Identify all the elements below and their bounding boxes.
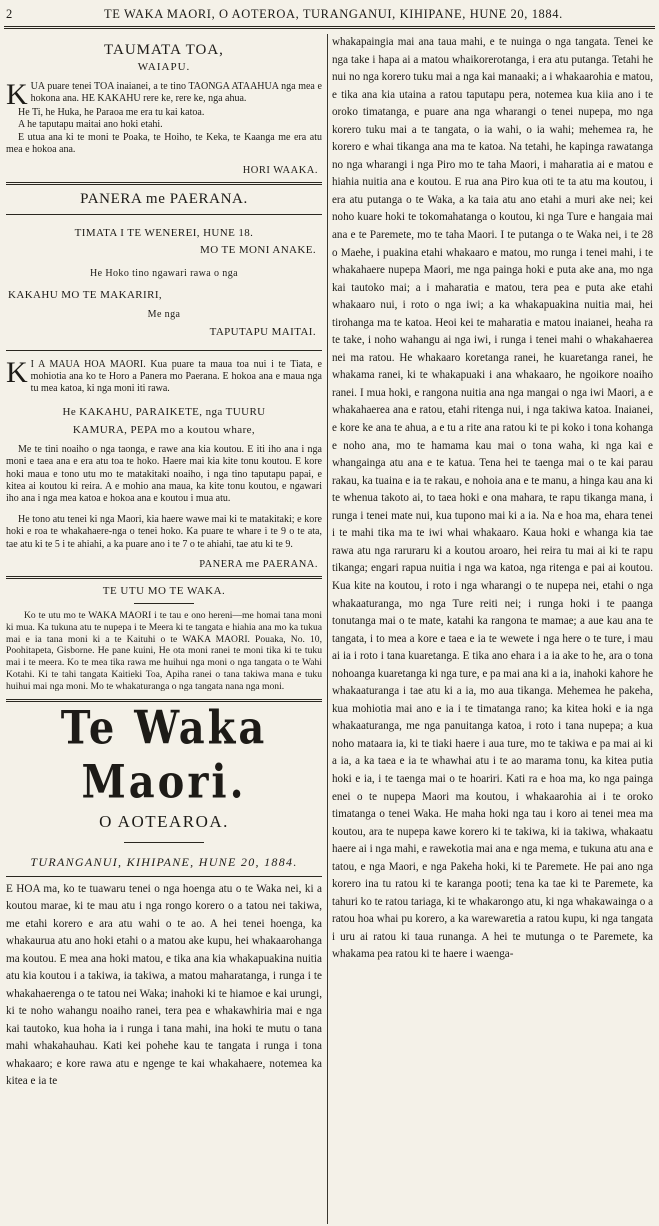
taumata-place: WAIAPU. (137, 61, 191, 73)
hoa-maori-advert (6, 355, 322, 571)
utu-text: Ko te utu mo te WAKA MAORI i te tau e ono hereni—me homai tana moni ki mua. Ka tukuna atu te nupepa i te Meera ki te tangata e hiahia ana mo ka tukua mai e ia tana moni ki a te Kaituhi o te WAKA MAORI. Pouaka, No. 10, Poohitapeta, Gisborne. He pane kuini, He ota moni ranei te moni tika ki te tuku mai i te meera. Ko te mea tika rawa me huihui nga moni o nga tangata o te Wahi Kotahi. Ki te tahi tangata Kaitieki Toa, Apiha ranei o tana takiwa mana e tuku huihui mai nga moni. Mo te whakaturanga o nga tangata nana nga moni. (6, 610, 322, 692)
nameplate-subtitle: O AOTEAROA. (99, 811, 229, 831)
hoa-para-2: Me te tini noaiho o nga taonga, e rawe ana kia koutou. E iti iho ana i nga moni e taea ana e era atu toa te hoko. Haere mai kia kite tonu koutou. E kore hoki maua e tono utu mo te matakitaki noaiho, i nga tino taputapu papai, e kitea ai koutou ki reira. A e mohio ana maua, ka kite tonu koutou, e ngawari iho ana i nga mea katoa e hokoa ana e koutou i mua atu. (6, 443, 322, 505)
left-column (6, 34, 322, 1224)
masthead (6, 3, 653, 25)
panera-cash-only: MO TE MONI ANAKE. (200, 243, 316, 256)
masthead-rule-second (4, 28, 655, 29)
right-column (332, 34, 653, 1224)
hoa-para-1: K I A MAUA HOA MAORI. Kua puare ta maua toa nui i te Tiata, e mohiotia ana ko te Horo a Panera mo Paerana. E hokoa ana e maua nga tu mea katoa, ki nga moni iti rawa. (6, 355, 322, 395)
utu-notice (6, 585, 322, 693)
editorial-left: E HOA ma, ko te tuawaru tenei o nga hoenga atu o te Waka nei, ki a koutou marae, ki te mau atu i nga rongo korero o a tatou nei takiwa, me etahi korero e ara atu wahi o te ao. A hei tenei hoenga, ka whakaurua atu ano hoki etahi o a matou ake kupu, hei whakaarohanga ma koutou. E mea ana hoki matou, e tika ana kia whakapuakina nuitia atu kia koutou i a takiwa, ia takiwa, a matou maharatanga, i runga i te whakahaerenga o te tatou nei Waka; inahoki ki te hiamoe e kai urungi, ki te noho wahangu noaiho ranei, tera pea e whakawhiria mai e nga kai tautoko, kua hoha ia i runga i tana mahi, ina hoki te mutu o tana mahi whakahauhau. Kati kei pohehe kau te tangata i runga i tona whakaaro; e kore rawa atu e ngenge te kai whakahaere, notemea ka kitea e ia te (6, 882, 322, 1088)
masthead-title: TE WAKA MAORI, O AOTEROA, TURANGANUI, KIHIPANE, HUNE 20, 1884. (104, 7, 563, 21)
panera-advert (6, 191, 322, 338)
taumata-line-3: A he taputapu maitai ano hoki etahi. (18, 119, 163, 131)
panera-title: PANERA me PAERANA. (80, 190, 248, 207)
divider (6, 876, 322, 877)
divider (6, 576, 322, 579)
page-number: 2 (6, 7, 13, 21)
divider (6, 350, 322, 351)
taumata-toa-advert (6, 42, 322, 176)
panera-line-3: Me nga (147, 308, 181, 320)
taumata-signature: HORI WAAKA. (242, 164, 318, 176)
panera-line-1: He Hoko tino ngawari rawa o nga (90, 267, 238, 279)
taumata-line-1: KUA puare tenei TOA inaianei, a te tino TAONGA ATAAHUA nga mea e hokona ana. HE KAKAHU rere ke, rere ke, nga ahua. (6, 78, 322, 111)
taumata-line-2: He Ti, he Huka, he Paraoa me era tu kai katoa. (18, 107, 205, 118)
panera-opening: TIMATA I TE WENEREI, HUNE 18. (74, 226, 254, 239)
divider (6, 214, 322, 215)
hoa-goods-1: He KAKAHU, PARAIKETE, nga TUURU (62, 405, 266, 418)
editorial-right: whakapaingia mai ana taua mahi, e te nuinga o nga tangata. Tenei ke nga take i hapa ai a matou whaikorerotanga, i era atu putanga. Tetahi he nui no nga korero tuku mai a nga kai manaaki; a i whakaarohia e matou, e tika ana kia utaina a ratou taputapu pera, notemea kua kiia ano i te oroko timatanga, e puare ana nga wharangi o tenei nupepa, mo nga korero tuku mai a te tangata, o ia wahi, o ia wahi; mehemea ra, he korero e whai tikanga ana ma te katoa. Na tetahi, he kapinga rawatanga no nga wharangi i nga Piro mo te taha Maori, i maharatia ai e matou e hiahia nuitia ana e koutou. E rua ana Piro kua oti te ta atu ma koutou, i era atu putanga o te Waka, a ka taia atu ano etahi a muri ake nei; kei noho kuare hoki te tokomahatanga o koutou, ki nga Ture e hangaia mai ana e te Paremete, mo te taha Maori. I te putanga o te Waka nei, i te 28 o Maehe, i puakina etahi whakaaro e matou, mo runga i tenei mahi, i te whakahaere nupepa Maori, me nga painga hoki e puta ake ana, mo nga kai tautoko mai; a i maharatia e matou, tera pea e puta ake etahi whakaaro nui, i roto o nga iwi; a ka whakapuakina nuitia mai, hei tirohanga ma te katoa. Heoi kei te maharatia e matou inaianei, heaha ra te take, i noho wahangu ai nga iwi, i runga i tenei mahi o whakahaerea nei ma ratou. He whakaaro koretanga ranei, he kuaretanga ranei, he whakama ranei, ki te whakapuaki i ana whakaaro, he ngoikore noaiho ranei. I mua hoki, e rangona nuitia ana nga mangai o nga iwi Maori, a e whakahaerea ana e ratou, etahi ritenga nui, i nga takiwa katoa. Inaianei, e kore ke ana te ahua, a e tu a rite ana ratou ki te pi koko i tona kohanga e noho ana, mo te hamama kau mai o tona waha, ki nga kai e whangainga atu ana e te katua. Tena hei te taenga mai o te kai parau rakau, ka tuaina e ia te rakau, e nohoia ana e te manu, a hinga kau ana ki te whenua takoto ai, to taea hoki e ona mahara, te rapu tikanga mana, i runga i tenei mate nui, kua tupono mai ki a ia. Na e hoa ma, ehara tenei i te mahi tika ma te iwi whai whakaaro. Kaua hoki e whanga kia tae rawa atu nga raruraru ki a koutou aroaro, hei reira tu mai ai ki te rapu tikanga; engari rapua nuitia i nga wa katoa, nga ritenga e pai ai koutou. Kua kite na koutou, i roto i nga wharangi o te nupepa nei, etahi o nga whakaaturanga, mo nga Ture reiti nei; i runga hoki i te paanga tonutanga mai o te mate, katahi ka rangona te mamae; a aue kau ana te tangata, i to mea a kore e taea e ia te wewete i nga here o te ture, i mau ai ia i roto i tana kuaretanga. E tika ano ehara i a ia ake to he, ara o tona nohoanga kuaretanga ki nga ture, e pa mai ana ki a ia, inahoki kahore he whakaaturanga i tae atu ki a ia, mo aua tikanga. Mehemea he pakeha, kua mohiotia mai ano e ia i te timatanga rano; ka kitea hoki e ia nga whakaaturanga, me nga panuitanga katoa, i roto i tana nupepa; a kua noho mataara ia, ki te tiaki haere i aua ture, mo te takiwa e pa mai ai ki a ia, a ka taea e ia te whawhai atu i te ao marama tonu, ka kitea putia hoki e ia, i te taenga mai o te hoariri. Kati ra e hoa ma, ko nga painga enei o te nupepa Maori ma koutou, i whakaarohia ai i te oroko timatanga o tenei Waka. He maha hoki nga tau i koro ai tenei mea ma koutou, ara te nupepa kawe korero ki te takiwa, ki ia takiwa, whakaatu haere ai i nga mahi, e rawekotia mai ana e nga mema, e tukuna atu ana e tatou, e nga Maori, e nga Pakeha hoki, ki te Paremete. He pai ano nga korero ina tu ratou ki te karanga pooti; tena ka tae ki te Paremete, ka tahuri ko te ratou tariaga, ki te whakarongo atu, ki nga whakawainga o a ratou hoa whai pu korero, a ka warewaretia a ratou kupu, ki nga tangata i uru ai ratou ki taua runanga. A hei te mutunga o te Paremete, ka whakama pea ratou ki te haere i waenga- (332, 36, 653, 961)
panera-line-2: KAKAHU MO TE MAKARIRI, (8, 288, 163, 301)
nameplate-dateline: TURANGANUI, KIHIPANE, HUNE 20, 1884. (30, 854, 298, 869)
divider (124, 842, 204, 843)
hoa-goods-2: KAMURA, PEPA mo a koutou whare, (72, 423, 256, 436)
masthead-rule (4, 26, 655, 27)
hoa-drop-letter: K (6, 355, 28, 389)
nameplate-title: Te Waka Maori. (60, 700, 268, 809)
utu-title: TE UTU MO TE WAKA. (102, 585, 226, 598)
taumata-line-4: E utua ana ki te moni te Poaka, te Hoiho, te Keka, te Kaanga me era atu mea e hokoa ana. (6, 131, 322, 156)
divider (134, 603, 194, 604)
column-divider (327, 34, 328, 1224)
nameplate (6, 700, 322, 877)
taumata-title: TAUMATA TOA, (104, 42, 224, 58)
divider (6, 182, 322, 185)
hoa-signature: PANERA me PAERANA. (199, 559, 318, 571)
taumata-drop-letter: K (6, 78, 28, 111)
panera-line-4: TAPUTAPU MAITAI. (209, 325, 316, 338)
hoa-para-3: He tono atu tenei ki nga Maori, kia haere wawe mai ki te matakitaki; e kore hoki e roa te whakahaere-nga o tenei hoko. Ka puare te whare i te 9 o te ata, tae atu ki te 5 i te ahiahi, a ka puare ano i te 7 o te ahiahi, tae atu ki te 9. (6, 513, 322, 550)
